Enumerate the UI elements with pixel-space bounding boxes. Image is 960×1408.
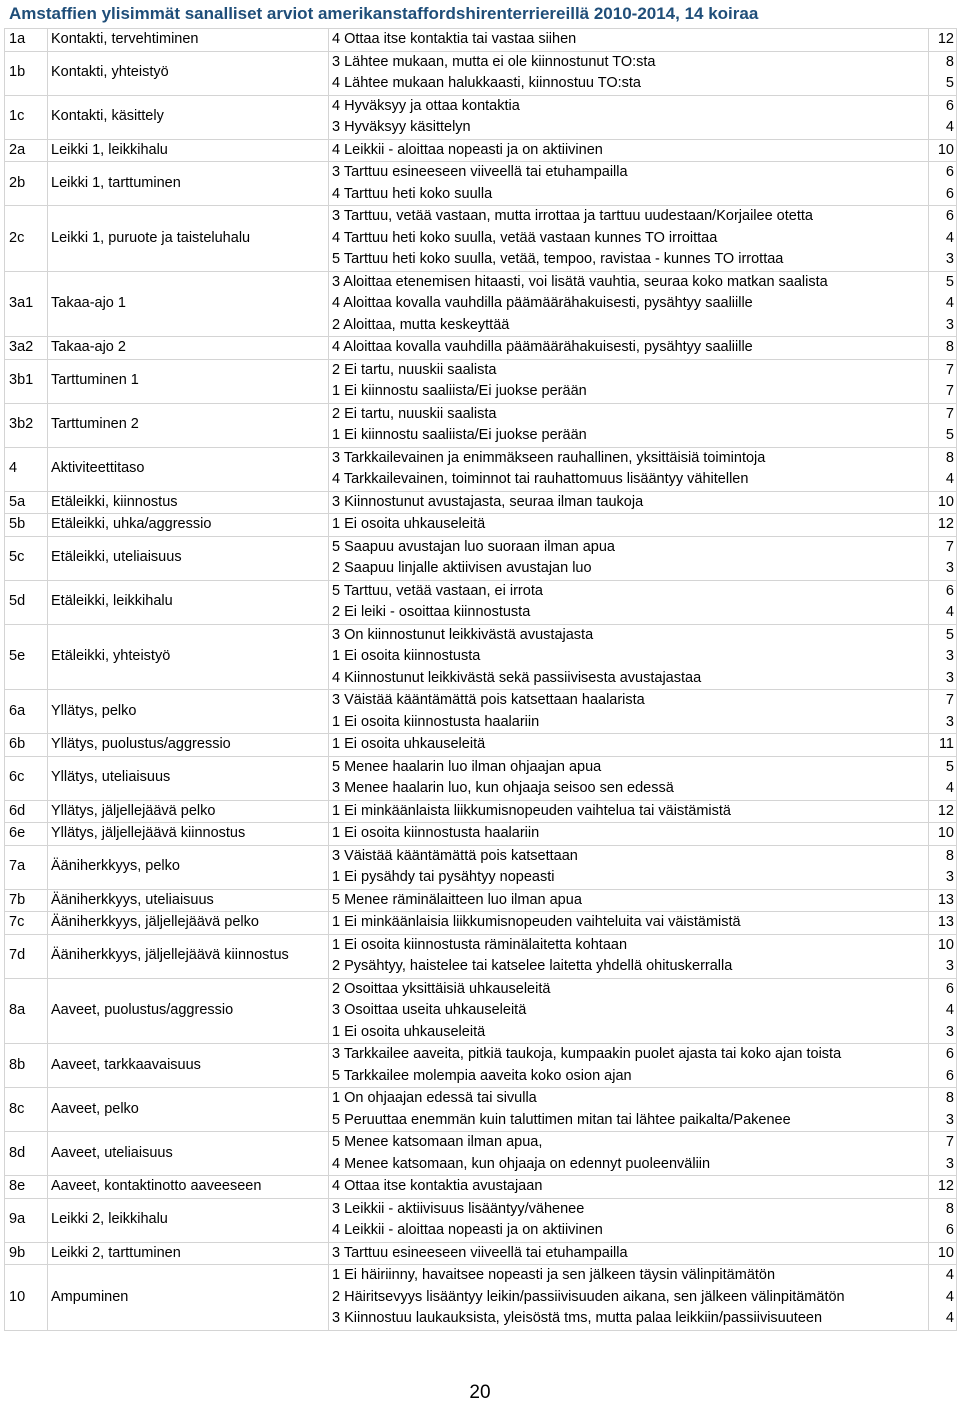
row-category: Tarttuminen 1 bbox=[48, 359, 329, 403]
dog-count: 7 bbox=[945, 383, 954, 399]
row-category: Aaveet, puolustus/aggressio bbox=[48, 978, 329, 1044]
table-row bbox=[5, 1132, 957, 1176]
row-code: 6c bbox=[5, 756, 48, 800]
rating-description: 5 Menee räminälaitteen luo ilman apua bbox=[332, 891, 582, 908]
dog-count: 8 bbox=[945, 339, 954, 355]
row-counts bbox=[929, 580, 957, 624]
dog-count: 12 bbox=[937, 802, 954, 819]
row-counts bbox=[929, 845, 957, 889]
rating-description: 1 Ei kiinnostu saaliista/Ei juokse perään bbox=[332, 427, 587, 443]
dog-count: 4 bbox=[945, 471, 954, 487]
row-code: 1b bbox=[5, 51, 48, 95]
dog-count: 6 bbox=[945, 980, 954, 997]
table-row bbox=[5, 580, 957, 624]
rating-description: 1 Ei minkäänlaisia liikkumisnopeuden vaihteluita vai väistämistä bbox=[332, 914, 741, 930]
dog-count: 4 bbox=[945, 780, 954, 796]
rating-description: 3 Tarttuu, vetää vastaan, mutta irrottaa ja tarttuu uudestaan/Korjailee otetta bbox=[332, 208, 813, 224]
table-row bbox=[5, 912, 957, 935]
row-category: Etäleikki, yhteistyö bbox=[48, 624, 329, 690]
rating-description: 3 Tarkkailee aaveita, pitkiä taukoja, kumpaakin puolet ajasta tai koko ajan toista bbox=[332, 1046, 842, 1062]
row-counts bbox=[929, 271, 957, 337]
row-category: Leikki 1, puruote ja taisteluhalu bbox=[48, 206, 329, 272]
row-descriptions bbox=[329, 1176, 929, 1199]
row-counts bbox=[929, 912, 957, 935]
rating-description: 2 Saapuu linjalle aktiivisen avustajan luo bbox=[332, 560, 592, 576]
dog-count: 4 bbox=[945, 229, 954, 246]
row-counts bbox=[929, 95, 957, 139]
dog-count: 5 bbox=[945, 626, 954, 643]
row-descriptions bbox=[329, 845, 929, 889]
dog-count: 6 bbox=[945, 1067, 954, 1084]
dog-count: 4 bbox=[945, 295, 954, 311]
row-counts bbox=[929, 1088, 957, 1132]
table-row bbox=[5, 624, 957, 690]
row-descriptions bbox=[329, 624, 929, 690]
row-counts bbox=[929, 690, 957, 734]
rating-description: 4 Aloittaa kovalla vauhdilla päämäärähakuisesti, pysähtyy saaliille bbox=[332, 339, 753, 355]
table-row bbox=[5, 29, 957, 52]
rating-description: 1 Ei osoita kiinnostusta räminälaitetta kohtaan bbox=[332, 936, 628, 953]
row-code: 7a bbox=[5, 845, 48, 889]
row-descriptions bbox=[329, 206, 929, 272]
row-code: 8c bbox=[5, 1088, 48, 1132]
rating-description: 3 Väistää kääntämättä pois katsettaan bbox=[332, 847, 578, 864]
dog-count: 3 bbox=[945, 1155, 954, 1172]
rating-description: 4 Hyväksyy ja ottaa kontaktia bbox=[332, 97, 520, 114]
row-counts bbox=[929, 491, 957, 514]
dog-count: 3 bbox=[945, 251, 954, 267]
rating-description: 4 Leikkii - aloittaa nopeasti ja on aktiivinen bbox=[332, 141, 603, 158]
rating-description: 3 Kiinnostunut avustajasta, seuraa ilman taukoja bbox=[332, 493, 644, 510]
row-code: 5e bbox=[5, 624, 48, 690]
row-descriptions bbox=[329, 1132, 929, 1176]
table-row bbox=[5, 889, 957, 912]
rating-description: 5 Peruuttaa enemmän kuin taluttimen mitan tai lähtee paikalta/Pakenee bbox=[332, 1111, 791, 1128]
row-counts bbox=[929, 1198, 957, 1242]
rating-description: 4 Tarttuu heti koko suulla, vetää vastaan kunnes TO irroittaa bbox=[332, 229, 718, 246]
row-code: 7b bbox=[5, 889, 48, 912]
rating-description: 1 Ei osoita kiinnostusta bbox=[332, 648, 481, 664]
rating-description: 3 Tarttuu esineeseen viiveellä tai etuhampailla bbox=[332, 164, 628, 180]
rating-description: 3 Lähtee mukaan, mutta ei ole kiinnostunut TO:sta bbox=[332, 53, 656, 70]
dog-count: 3 bbox=[945, 1023, 954, 1040]
rating-description: 1 On ohjaajan edessä tai sivulla bbox=[332, 1090, 537, 1106]
dog-count: 7 bbox=[945, 1134, 954, 1150]
row-counts bbox=[929, 536, 957, 580]
row-category: Aktiviteettitaso bbox=[48, 447, 329, 491]
table-row bbox=[5, 514, 957, 537]
dog-count: 8 bbox=[945, 449, 954, 466]
row-descriptions bbox=[329, 29, 929, 52]
row-code: 10 bbox=[5, 1265, 48, 1331]
row-descriptions bbox=[329, 934, 929, 978]
row-counts bbox=[929, 447, 957, 491]
dog-count: 13 bbox=[937, 914, 954, 930]
row-descriptions bbox=[329, 580, 929, 624]
row-descriptions bbox=[329, 139, 929, 162]
table-row bbox=[5, 271, 957, 337]
page-number: 20 bbox=[469, 1382, 491, 1403]
row-counts bbox=[929, 1265, 957, 1331]
rating-description: 1 Ei häiriinny, havaitsee nopeasti ja sen jälkeen täysin välinpitämätön bbox=[332, 1267, 776, 1283]
dog-count: 10 bbox=[937, 1244, 954, 1261]
rating-description: 5 Tarkkailee molempia aaveita koko osion ajan bbox=[332, 1067, 632, 1084]
dog-count: 8 bbox=[945, 1200, 954, 1217]
dog-count: 6 bbox=[945, 185, 954, 202]
row-counts bbox=[929, 139, 957, 162]
row-descriptions bbox=[329, 1242, 929, 1265]
row-counts bbox=[929, 1044, 957, 1088]
row-counts bbox=[929, 1242, 957, 1265]
row-counts bbox=[929, 800, 957, 823]
row-code: 6e bbox=[5, 823, 48, 846]
rating-description: 4 Tarkkailevainen, toiminnot tai rauhattomuus lisääntyy vähitellen bbox=[332, 471, 749, 487]
row-category: Etäleikki, kiinnostus bbox=[48, 491, 329, 514]
row-descriptions bbox=[329, 889, 929, 912]
row-code: 8b bbox=[5, 1044, 48, 1088]
dog-count: 12 bbox=[937, 1178, 954, 1194]
row-counts bbox=[929, 756, 957, 800]
row-code: 5c bbox=[5, 536, 48, 580]
rating-description: 3 Väistää kääntämättä pois katsettaan haalarista bbox=[332, 692, 645, 708]
row-descriptions bbox=[329, 403, 929, 447]
row-category: Leikki 2, leikkihalu bbox=[48, 1198, 329, 1242]
dog-count: 10 bbox=[937, 493, 954, 510]
row-code: 8a bbox=[5, 978, 48, 1044]
row-descriptions bbox=[329, 690, 929, 734]
dog-count: 10 bbox=[937, 936, 954, 953]
rating-description: 3 Menee haalarin luo, kun ohjaaja seisoo sen edessä bbox=[332, 780, 674, 796]
dog-count: 4 bbox=[945, 1267, 954, 1283]
row-counts bbox=[929, 1176, 957, 1199]
row-category: Aaveet, tarkkaavaisuus bbox=[48, 1044, 329, 1088]
rating-description: 4 Tarttuu heti koko suulla bbox=[332, 185, 493, 202]
rating-description: 1 Ei osoita uhkauseleitä bbox=[332, 1023, 486, 1040]
rating-description: 3 Kiinnostuu laukauksista, yleisöstä tms, mutta palaa leikkiin/passiivisuuteen bbox=[332, 1310, 823, 1326]
page-title: Amstaffien ylisimmät sanalliset arviot amerikanstaffordshirenterriereillä 2010-2014, 14 koiraa bbox=[9, 4, 759, 23]
table-row bbox=[5, 756, 957, 800]
dog-count: 4 bbox=[945, 604, 954, 620]
dog-count: 3 bbox=[945, 713, 954, 730]
dog-count: 6 bbox=[945, 1222, 954, 1238]
dog-count: 5 bbox=[945, 273, 954, 290]
rating-description: 4 Lähtee mukaan halukkaasti, kiinnostuu TO:sta bbox=[332, 75, 641, 91]
rating-description: 4 Kiinnostunut leikkivästä sekä passiivisesta avustajastaa bbox=[332, 669, 702, 686]
row-code: 4 bbox=[5, 447, 48, 491]
rating-description: 1 Ei osoita uhkauseleitä bbox=[332, 736, 486, 752]
row-descriptions bbox=[329, 1044, 929, 1088]
rating-description: 5 Tarttuu, vetää vastaan, ei irrota bbox=[332, 582, 543, 599]
row-category: Etäleikki, uteliaisuus bbox=[48, 536, 329, 580]
row-counts bbox=[929, 51, 957, 95]
rating-description: 2 Häiritsevyys lisääntyy leikin/passiivisuuden aikana, sen jälkeen välinpitämätön bbox=[332, 1288, 845, 1305]
row-counts bbox=[929, 734, 957, 757]
row-counts bbox=[929, 978, 957, 1044]
row-code: 8e bbox=[5, 1176, 48, 1199]
rating-description: 5 Menee haalarin luo ilman ohjaajan apua bbox=[332, 758, 602, 775]
dog-count: 4 bbox=[945, 1310, 954, 1326]
table-row bbox=[5, 845, 957, 889]
table-row bbox=[5, 1198, 957, 1242]
dog-count: 7 bbox=[945, 692, 954, 708]
row-category: Aaveet, pelko bbox=[48, 1088, 329, 1132]
row-descriptions bbox=[329, 1265, 929, 1331]
table-row bbox=[5, 139, 957, 162]
row-code: 7d bbox=[5, 934, 48, 978]
dog-count: 3 bbox=[945, 1111, 954, 1128]
row-descriptions bbox=[329, 447, 929, 491]
rating-description: 2 Aloittaa, mutta keskeyttää bbox=[332, 316, 510, 333]
row-code: 6a bbox=[5, 690, 48, 734]
row-category: Yllätys, jäljellejäävä kiinnostus bbox=[48, 823, 329, 846]
dog-count: 5 bbox=[945, 758, 954, 775]
row-code: 5a bbox=[5, 491, 48, 514]
row-counts bbox=[929, 889, 957, 912]
row-code: 7c bbox=[5, 912, 48, 935]
dog-count: 3 bbox=[945, 669, 954, 686]
row-code: 3a1 bbox=[5, 271, 48, 337]
dog-count: 6 bbox=[945, 97, 954, 114]
row-category: Ääniherkkyys, pelko bbox=[48, 845, 329, 889]
row-code: 3b1 bbox=[5, 359, 48, 403]
rating-description: 2 Osoittaa yksittäisiä uhkauseleitä bbox=[332, 980, 551, 997]
row-descriptions bbox=[329, 162, 929, 206]
rating-description: 1 Ei osoita uhkauseleitä bbox=[332, 516, 486, 532]
rating-description: 4 Leikkii - aloittaa nopeasti ja on aktiivinen bbox=[332, 1222, 603, 1238]
row-descriptions bbox=[329, 1198, 929, 1242]
row-category: Takaa-ajo 1 bbox=[48, 271, 329, 337]
row-counts bbox=[929, 934, 957, 978]
row-descriptions bbox=[329, 823, 929, 846]
row-counts bbox=[929, 337, 957, 360]
row-category: Aaveet, uteliaisuus bbox=[48, 1132, 329, 1176]
table-row bbox=[5, 95, 957, 139]
rating-description: 1 Ei osoita kiinnostusta haalariin bbox=[332, 713, 540, 730]
row-counts bbox=[929, 359, 957, 403]
dog-count: 10 bbox=[937, 825, 954, 841]
dog-count: 7 bbox=[945, 405, 954, 422]
row-category: Leikki 1, tarttuminen bbox=[48, 162, 329, 206]
dog-count: 6 bbox=[945, 582, 954, 599]
dog-count: 6 bbox=[945, 208, 954, 224]
row-code: 3b2 bbox=[5, 403, 48, 447]
row-code: 3a2 bbox=[5, 337, 48, 360]
row-code: 6b bbox=[5, 734, 48, 757]
row-code: 5b bbox=[5, 514, 48, 537]
dog-count: 3 bbox=[945, 958, 954, 974]
row-code: 9a bbox=[5, 1198, 48, 1242]
results-table bbox=[4, 28, 957, 1331]
rating-description: 3 Tarkkailevainen ja enimmäkseen rauhallinen, yksittäisiä toimintoja bbox=[332, 449, 766, 466]
row-descriptions bbox=[329, 514, 929, 537]
row-category: Kontakti, tervehtiminen bbox=[48, 29, 329, 52]
row-category: Leikki 1, leikkihalu bbox=[48, 139, 329, 162]
row-category: Kontakti, käsittely bbox=[48, 95, 329, 139]
table-row bbox=[5, 1044, 957, 1088]
row-category: Ääniherkkyys, jäljellejäävä pelko bbox=[48, 912, 329, 935]
table-row bbox=[5, 491, 957, 514]
dog-count: 4 bbox=[945, 119, 954, 135]
rating-description: 2 Ei leiki - osoittaa kiinnostusta bbox=[332, 604, 531, 620]
table-row bbox=[5, 934, 957, 978]
dog-count: 4 bbox=[945, 1002, 954, 1018]
row-counts bbox=[929, 162, 957, 206]
row-counts bbox=[929, 29, 957, 52]
table-row bbox=[5, 1176, 957, 1199]
dog-count: 13 bbox=[937, 891, 954, 908]
row-category: Yllätys, uteliaisuus bbox=[48, 756, 329, 800]
rating-description: 1 Ei pysähdy tai pysähtyy nopeasti bbox=[332, 869, 555, 885]
rating-description: 1 Ei minkäänlaista liikkumisnopeuden vaihtelua tai väistämistä bbox=[332, 802, 731, 819]
table-row bbox=[5, 690, 957, 734]
dog-count: 3 bbox=[945, 560, 954, 576]
dog-count: 5 bbox=[945, 427, 954, 443]
table-row bbox=[5, 1088, 957, 1132]
rating-description: 4 Aloittaa kovalla vauhdilla päämäärähakuisesti, pysähtyy saaliille bbox=[332, 295, 753, 311]
rating-description: 1 Ei kiinnostu saaliista/Ei juokse perään bbox=[332, 383, 587, 399]
dog-count: 12 bbox=[937, 31, 954, 47]
dog-count: 3 bbox=[945, 316, 954, 333]
rating-description: 4 Ottaa itse kontaktia tai vastaa siihen bbox=[332, 31, 577, 47]
rating-description: 4 Ottaa itse kontaktia avustajaan bbox=[332, 1178, 543, 1194]
row-code: 2a bbox=[5, 139, 48, 162]
row-counts bbox=[929, 403, 957, 447]
table-row bbox=[5, 536, 957, 580]
row-descriptions bbox=[329, 734, 929, 757]
row-category: Yllätys, jäljellejäävä pelko bbox=[48, 800, 329, 823]
dog-count: 8 bbox=[945, 847, 954, 864]
row-code: 2b bbox=[5, 162, 48, 206]
row-category: Aaveet, kontaktinotto aaveeseen bbox=[48, 1176, 329, 1199]
row-counts bbox=[929, 823, 957, 846]
table-row bbox=[5, 823, 957, 846]
row-descriptions bbox=[329, 51, 929, 95]
dog-count: 7 bbox=[945, 538, 954, 555]
row-category: Takaa-ajo 2 bbox=[48, 337, 329, 360]
dog-count: 11 bbox=[938, 736, 954, 752]
row-descriptions bbox=[329, 95, 929, 139]
row-descriptions bbox=[329, 912, 929, 935]
rating-description: 5 Saapuu avustajan luo suoraan ilman apua bbox=[332, 538, 615, 555]
table-row bbox=[5, 206, 957, 272]
row-counts bbox=[929, 1132, 957, 1176]
rating-description: 2 Ei tartu, nuuskii saalista bbox=[332, 405, 497, 422]
rating-description: 2 Pysähtyy, haistelee tai katselee laitetta yhdellä ohituskerralla bbox=[332, 958, 733, 974]
rating-description: 3 Hyväksyy käsittelyn bbox=[332, 119, 471, 135]
row-category: Tarttuminen 2 bbox=[48, 403, 329, 447]
table-row bbox=[5, 51, 957, 95]
table-row bbox=[5, 1265, 957, 1331]
table-row bbox=[5, 403, 957, 447]
row-category: Ampuminen bbox=[48, 1265, 329, 1331]
row-category: Ääniherkkyys, uteliaisuus bbox=[48, 889, 329, 912]
rating-description: 2 Ei tartu, nuuskii saalista bbox=[332, 361, 497, 378]
rating-description: 3 Osoittaa useita uhkauseleitä bbox=[332, 1002, 527, 1018]
table-row bbox=[5, 1242, 957, 1265]
row-category: Etäleikki, uhka/aggressio bbox=[48, 514, 329, 537]
row-code: 2c bbox=[5, 206, 48, 272]
row-descriptions bbox=[329, 536, 929, 580]
dog-count: 8 bbox=[945, 53, 954, 70]
table-row bbox=[5, 359, 957, 403]
table-row bbox=[5, 337, 957, 360]
dog-count: 10 bbox=[937, 141, 954, 158]
dog-count: 5 bbox=[945, 75, 954, 91]
row-descriptions bbox=[329, 1088, 929, 1132]
rating-description: 3 Leikkii - aktiivisuus lisääntyy/vähenee bbox=[332, 1200, 585, 1217]
row-code: 1a bbox=[5, 29, 48, 52]
row-category: Etäleikki, leikkihalu bbox=[48, 580, 329, 624]
row-counts bbox=[929, 206, 957, 272]
row-code: 5d bbox=[5, 580, 48, 624]
row-category: Ääniherkkyys, jäljellejäävä kiinnostus bbox=[48, 934, 329, 978]
rating-description: 3 On kiinnostunut leikkivästä avustajasta bbox=[332, 626, 594, 643]
row-counts bbox=[929, 514, 957, 537]
rating-description: 3 Aloittaa etenemisen hitaasti, voi lisätä vauhtia, seuraa koko matkan saalista bbox=[332, 273, 828, 290]
row-code: 8d bbox=[5, 1132, 48, 1176]
dog-count: 8 bbox=[945, 1090, 954, 1106]
row-descriptions bbox=[329, 978, 929, 1044]
dog-count: 12 bbox=[937, 516, 954, 532]
rating-description: 1 Ei osoita kiinnostusta haalariin bbox=[332, 825, 540, 841]
row-descriptions bbox=[329, 756, 929, 800]
table-row bbox=[5, 978, 957, 1044]
row-category: Yllätys, pelko bbox=[48, 690, 329, 734]
dog-count: 6 bbox=[945, 1046, 954, 1062]
table-row bbox=[5, 162, 957, 206]
rating-description: 4 Menee katsomaan, kun ohjaaja on edennyt puoleenväliin bbox=[332, 1155, 711, 1172]
row-descriptions bbox=[329, 337, 929, 360]
row-descriptions bbox=[329, 800, 929, 823]
row-category: Kontakti, yhteistyö bbox=[48, 51, 329, 95]
table-row bbox=[5, 447, 957, 491]
dog-count: 4 bbox=[945, 1288, 954, 1305]
dog-count: 3 bbox=[945, 648, 954, 664]
row-descriptions bbox=[329, 359, 929, 403]
rating-description: 3 Tarttuu esineeseen viiveellä tai etuhampailla bbox=[332, 1244, 628, 1261]
rating-description: 5 Tarttuu heti koko suulla, vetää, tempoo, ravistaa - kunnes TO irrottaa bbox=[332, 251, 784, 267]
row-code: 9b bbox=[5, 1242, 48, 1265]
row-category: Leikki 2, tarttuminen bbox=[48, 1242, 329, 1265]
dog-count: 7 bbox=[945, 361, 954, 378]
table-row bbox=[5, 734, 957, 757]
row-descriptions bbox=[329, 271, 929, 337]
row-counts bbox=[929, 624, 957, 690]
row-category: Yllätys, puolustus/aggressio bbox=[48, 734, 329, 757]
rating-description: 5 Menee katsomaan ilman apua, bbox=[332, 1134, 543, 1150]
row-code: 6d bbox=[5, 800, 48, 823]
table-row bbox=[5, 800, 957, 823]
row-descriptions bbox=[329, 491, 929, 514]
row-code: 1c bbox=[5, 95, 48, 139]
dog-count: 3 bbox=[945, 869, 954, 885]
dog-count: 6 bbox=[945, 164, 954, 180]
